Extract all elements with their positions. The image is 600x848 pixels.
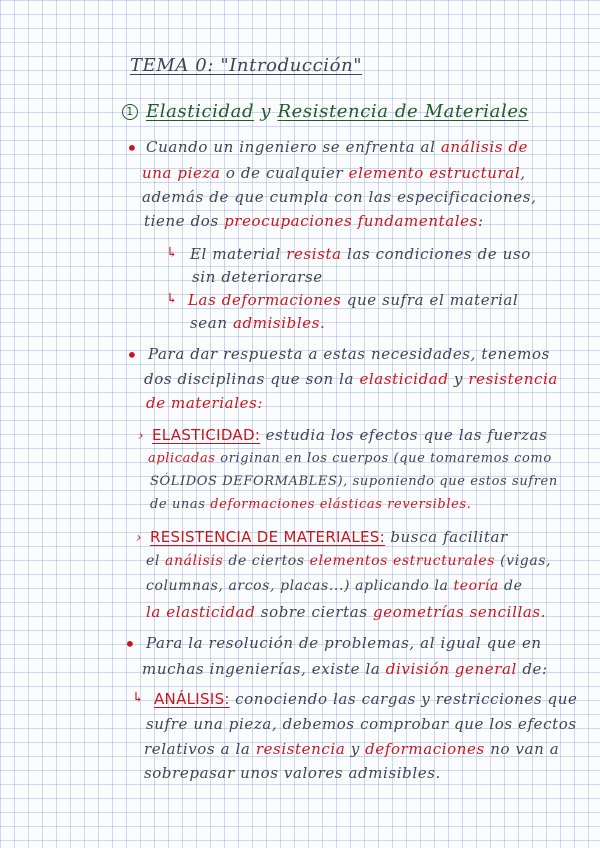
arrow-icon: ›: [138, 428, 144, 444]
analisis-line-1: ANÁLISIS: conociendo las cargas y restricciones que: [154, 690, 578, 708]
analisis-line-3: relativos a la resistencia y deformaciones no van a: [144, 740, 560, 758]
p1-line-2: una pieza o de cualquier elemento estructural,: [142, 164, 526, 182]
page-title: TEMA 0: "Introducción": [130, 55, 363, 76]
elasticidad-line-2: aplicadas originan en los cuerpos (que tomaremos como: [148, 451, 552, 466]
p2-line-1: Para dar respuesta a estas necesidades, tenemos: [148, 345, 550, 363]
analisis-label: ANÁLISIS:: [154, 690, 230, 708]
arrow-icon: ›: [136, 530, 142, 546]
analisis-line-2: sufre una pieza, debemos comprobar que los efectos: [146, 715, 577, 733]
sub1-item-2: Las deformaciones que sufra el material: [188, 291, 519, 309]
section-heading-resistencia: Resistencia de Materiales: [277, 101, 529, 122]
elasticidad-line-1: ELASTICIDAD: estudia los efectos que las fuerzas: [152, 426, 548, 444]
resistencia-line-2: el análisis de ciertos elementos estructurales (vigas,: [146, 553, 552, 569]
p3-line-1: Para la resolución de problemas, al igual que en: [146, 634, 542, 652]
arrow-icon: ↳: [132, 690, 144, 706]
p1-line-4: tiene dos preocupaciones fundamentales:: [144, 212, 484, 230]
bullet-icon: •: [126, 136, 138, 160]
arrow-icon: ↳: [166, 291, 178, 307]
section-heading: 1 Elasticidad y Resistencia de Materiales: [122, 101, 528, 122]
p2-line-2: dos disciplinas que son la elasticidad y resistencia: [144, 370, 558, 388]
elasticidad-line-3: SÓLIDOS DEFORMABLES), suponiendo que estos sufren: [150, 474, 558, 489]
resistencia-line-3: columnas, arcos, placas...) aplicando la teoría de: [146, 578, 523, 594]
sub1-item-1: El material resista las condiciones de uso: [190, 245, 531, 263]
p2-line-3: de materiales:: [146, 394, 264, 412]
elasticidad-line-4: de unas deformaciones elásticas reversibles.: [150, 497, 472, 512]
sub1-item-1-cont: sin deteriorarse: [192, 268, 323, 286]
bullet-icon: •: [124, 632, 136, 656]
resistencia-line-1: RESISTENCIA DE MATERIALES: busca facilitar: [150, 528, 508, 546]
p3-line-2: muchas ingenierías, existe la división general de:: [142, 660, 548, 678]
analisis-line-4: sobrepasar unos valores admisibles.: [144, 764, 441, 782]
resistencia-line-4: la elasticidad sobre ciertas geometrías sencillas.: [146, 603, 547, 621]
section-heading-elasticidad: Elasticidad: [146, 101, 255, 122]
section-number: 1: [122, 104, 138, 120]
arrow-icon: ↳: [166, 245, 178, 261]
bullet-icon: •: [126, 343, 138, 367]
sub1-item-2-cont: sean admisibles.: [190, 314, 326, 332]
p1-line-1: Cuando un ingeniero se enfrenta al análisis de: [146, 138, 529, 156]
elasticidad-label: ELASTICIDAD:: [152, 426, 261, 444]
resistencia-label: RESISTENCIA DE MATERIALES:: [150, 528, 385, 546]
p1-line-3: además de que cumpla con las especificaciones,: [142, 188, 537, 206]
